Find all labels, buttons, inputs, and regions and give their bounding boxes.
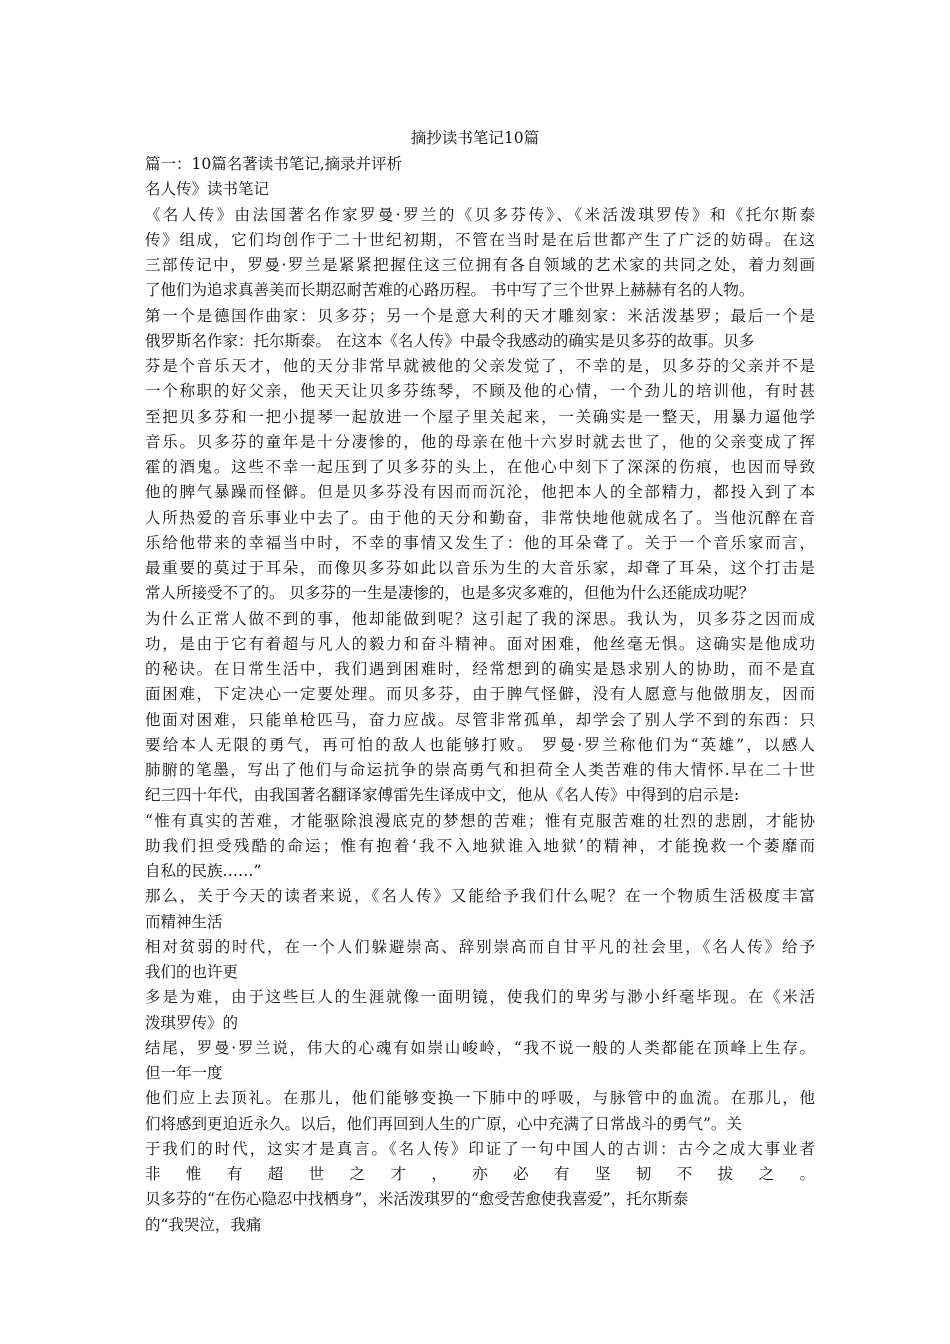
text-line: 贝多芬的“在伤心隐忍中找栖身”，米活泼琪罗的“愈受苦愈使我喜爱”，托尔斯泰 [145, 1190, 689, 1209]
text-line: 的“我哭泣，我痛 [145, 1215, 262, 1234]
text-line: 了他们为追求真善美而长期忍耐苦难的心路历程。 书中写了三个世界上赫赫有名的人物。 [145, 281, 755, 300]
text-line: 至把贝多芬和一把小提琴一起放进一个屋子里关起来，一关确实是一整天，用暴力逼他学 [145, 407, 815, 426]
text-line: 他的脾气暴躁而怪僻。但是贝多芬没有因而而沉沦，他把本人的全部精力，都投入到了本 [145, 483, 815, 502]
text-line: 霍的酒鬼。这些不幸一起压到了贝多芬的头上，在他心中刻下了深深的伤痕，也因而导致 [145, 458, 815, 476]
text-line: 三部传记中，罗曼·罗兰是紧紧把握住这三位拥有各自领域的艺术家的共同之处，着力刻画 [145, 256, 815, 274]
text-line: 非惟有超世之才，亦必有坚韧不拔之。 [145, 1165, 815, 1183]
text-line: 纪三四十年代，由我国著名翻译家傅雷先生译成中文，他从《名人传》中得到的启示是: [145, 786, 740, 805]
text-line: 那么，关于今天的读者来说，《名人传》又能给予我们什么呢？在一个物质生活极度丰富 [145, 887, 815, 906]
text-line: 相对贫弱的时代，在一个人们躲避崇高、辞别崇高而自甘平凡的社会里，《名人传》给予 [145, 937, 815, 956]
text-line: 功，是由于它有着超与凡人的毅力和奋斗精神。面对困难，他丝毫无惧。这确实是他成功 [145, 634, 815, 653]
text-line: 俄罗斯名作家：托尔斯泰。 在这本《名人传》中最令我感动的确实是贝多芬的故事。贝多 [145, 331, 755, 350]
text-line: 最重要的莫过于耳朵，而像贝多芬如此以音乐为生的大音乐家，却聋了耳朵，这个打击是 [145, 559, 815, 577]
text-line: 人所热爱的音乐事业中去了。由于他的天分和勤奋，非常快地他就成名了。当他沉醉在音 [145, 508, 815, 527]
text-line: 他面对困难，只能单枪匹马，奋力应战。尽管非常孤单，却学会了别人学不到的东西：只 [145, 710, 815, 729]
text-line: 为什么正常人做不到的事，他却能做到呢？这引起了我的深思。我认为，贝多芬之因而成 [145, 609, 815, 628]
text-line: 泼琪罗传》的 [145, 1013, 239, 1032]
text-line: 面困难，下定决心一定要处理。而贝多芬，由于脾气怪僻，没有人愿意与他做朋友，因而 [145, 685, 815, 704]
text-line: 多是为难，由于这些巨人的生涯就像一面明镜，使我们的卑劣与渺小纤毫毕现。在《米活 [145, 988, 815, 1007]
text-line: 于我们的时代，这实才是真言。《名人传》印证了一句中国人的古训：古今之成大事业者 [145, 1139, 815, 1158]
text-line: 结尾，罗曼·罗兰说，伟大的心魂有如崇山峻岭，“我不说一般的人类都能在顶峰上生存。 [145, 1038, 815, 1057]
text-line: 我们的也许更 [145, 963, 239, 981]
text-line: 常人所接受不了的。 贝多芬的一生是凄惨的，也是多灾多难的，但他为什么还能成功呢？ [145, 584, 755, 603]
text-line: 音乐。贝多芬的童年是十分凄惨的，他的母亲在他十六岁时就去世了，他的父亲变成了挥 [145, 432, 815, 451]
text-line: “惟有真实的苦难，才能驱除浪漫底克的梦想的苦难；惟有克服苦难的壮烈的悲剧，才能协 [145, 811, 815, 830]
text-line: 一个称职的好父亲，他天天让贝多芬练琴，不顾及他的心情，一个劲儿的培训他，有时甚 [145, 382, 815, 401]
text-line: 自私的民族……” [145, 862, 262, 880]
text-line: 肺腑的笔墨，写出了他们与命运抗争的崇高勇气和担荷全人类苦难的伟大情怀.早在二十世 [145, 761, 815, 779]
text-line: 篇一：10篇名著读书笔记,摘录并评析 [145, 155, 403, 173]
document-title: 摘抄读书笔记10篇 [410, 129, 540, 147]
text-line: 第一个是德国作曲家：贝多芬；另一个是意大利的天才雕刻家：米活泼基罗；最后一个是 [145, 306, 815, 325]
text-line: 乐给他带来的幸福当中时，不幸的事情又发生了：他的耳朵聋了。关于一个音乐家而言， [145, 533, 815, 552]
text-line: 传》组成，它们均创作于二十世纪初期，不管在当时是在后世都产生了广泛的妨碍。在这 [145, 230, 815, 249]
text-line: 《名人传》由法国著名作家罗曼·罗兰的《贝多芬传》、《米活泼琪罗传》和《托尔斯泰 [145, 205, 815, 224]
text-line: 而精神生活 [145, 912, 223, 931]
text-line: 的秘诀。在日常生活中，我们遇到困难时，经常想到的确实是恳求别人的协助，而不是直 [145, 660, 815, 678]
text-line: 他们应上去顶礼。在那儿，他们能够变换一下肺中的呼吸，与脉管中的血流。在那儿，他 [145, 1089, 815, 1108]
text-line: 芬是个音乐天才，他的天分非常早就被他的父亲发觉了，不幸的是，贝多芬的父亲并不是 [145, 357, 815, 375]
text-line: 但一年一度 [145, 1064, 223, 1082]
text-line: 名人传》读书笔记 [145, 180, 270, 199]
text-line: 们将感到更迫近永久。以后，他们再回到人生的广原，心中充满了日常战斗的勇气”。关 [145, 1114, 742, 1133]
text-line: 助我们担受残酷的命运；惟有抱着‘我不入地狱谁入地狱’的精神，才能挽救一个萎靡而 [145, 836, 815, 855]
text-line: 要给本人无限的勇气，再可怕的敌人也能够打败。 罗曼·罗兰称他们为“英雄”，以感人 [145, 735, 815, 754]
